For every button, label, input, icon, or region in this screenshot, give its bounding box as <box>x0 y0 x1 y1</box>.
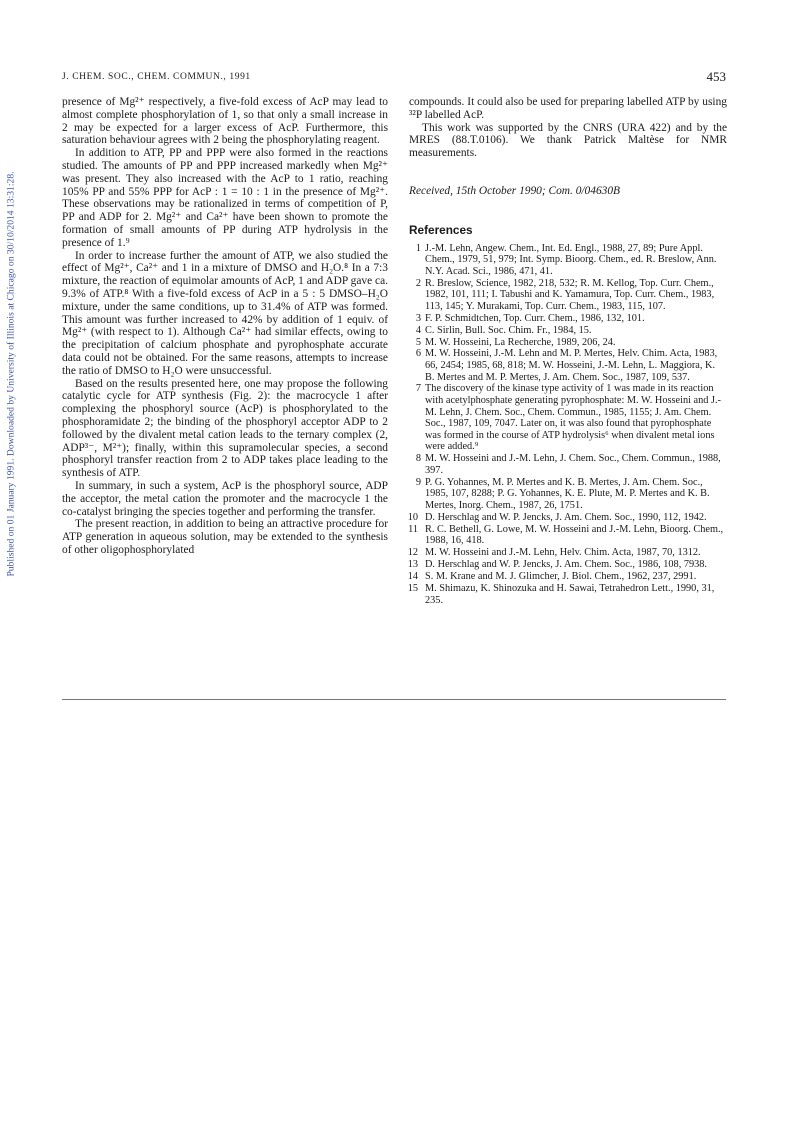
reference-item <box>409 571 727 583</box>
reference-number: 4 <box>415 324 421 336</box>
references-heading: References <box>409 222 473 237</box>
reference-number: 7 <box>415 383 421 395</box>
reference-number: 2 <box>415 277 421 289</box>
reference-item <box>409 453 727 476</box>
paragraph: In order to increase further the amount of ATP, we also studied the effect of Mg²⁺, Ca²⁺ and 1 in a mixture of DMSO and H₂O.⁸ In a 7:3 mixture, the reaction of equimolar amounts of AcP, 1 and ADP gave ca. 9.3% of ATP.⁸ With a five-fold excess of AcP in a 5 : 5 DMSO–H₂O mixture, under the same conditions, up to 31.4% of ATP was formed. This amount was further increased to 42% by addition of 1 equiv. of Mg²⁺ (with respect to 1). Although Ca²⁺ had similar effects, owing to the precipitation of calcium phosphate and pyrophosphate accurate data could not be obtained. For the same reasons, attempts to increase the ratio of DMSO to H₂O were unsuccessful. <box>62 249 388 377</box>
reference-text: M. Shimazu, K. Shinozuka and H. Sawai, Tetrahedron Lett., 1990, 31, 235. <box>425 582 715 606</box>
reference-number: 3 <box>415 312 421 324</box>
reference-number: 5 <box>415 336 421 348</box>
reference-text: M. W. Hosseini, La Recherche, 1989, 206, 24. <box>425 336 616 348</box>
reference-item <box>409 559 727 571</box>
reference-number: 1 <box>415 242 421 254</box>
paragraph: In summary, in such a system, AcP is the phosphoryl source, ADP the acceptor, the metal cation the promoter and the macrocycle 1 the co-catalyst bringing the species together and performing the transfer. <box>62 479 388 518</box>
reference-text: D. Herschlag and W. P. Jencks, J. Am. Chem. Soc., 1990, 112, 1942. <box>425 511 707 523</box>
reference-text: S. M. Krane and M. J. Glimcher, J. Biol. Chem., 1962, 237, 2991. <box>425 571 697 583</box>
reference-text: P. G. Yohannes, M. P. Mertes and K. B. Mertes, J. Am. Chem. Soc., 1985, 107, 8288; P. G. Yohannes, K. E. Plute, M. P. Mertes and K. B. Mertes, Inorg. Chem., 1987, 26, 1751. <box>425 476 710 512</box>
reference-text: M. W. Hosseini and J.-M. Lehn, Helv. Chim. Acta, 1987, 70, 1312. <box>425 547 701 559</box>
reference-item <box>409 547 727 559</box>
reference-item <box>409 278 727 313</box>
reference-number: 6 <box>415 348 421 360</box>
reference-text: M. W. Hosseini and J.-M. Lehn, J. Chem. Soc., Chem. Commun., 1988, 397. <box>425 453 721 476</box>
received-date: Received, 15th October 1990; Com. 0/04630B <box>409 184 620 197</box>
reference-list <box>409 243 727 607</box>
reference-number: 14 <box>407 571 418 583</box>
reference-item <box>409 348 727 383</box>
reference-item <box>409 337 727 349</box>
reference-text: C. Sirlin, Bull. Soc. Chim. Fr., 1984, 15. <box>425 324 592 336</box>
reference-text: R. Breslow, Science, 1982, 218, 532; R. M. Kellog, Top. Curr. Chem., 1982, 101, 111; I. Tabushi and K. Yamamura, Top. Curr. Chem., 1983, 113, 145; Y. Murakami, Top. Curr. Chem., 1983, 115, 107. <box>425 277 715 312</box>
paragraph: In addition to ATP, PP and PPP were also formed in the reactions studied. The amounts of PP and PPP increased markedly when Mg²⁺ was present. They also increased with the AcP to 1 ratio, reaching 105% PP and 55% PPP for AcP : 1 = 10 : 1 in the presence of Mg²⁺. These observations may be rationalized in terms of competition of P, PP and ADP for 2. Mg²⁺ and Ca²⁺ have been shown to promote the formation of small amounts of PP during ATP hydrolysis in the presence of 1.⁹ <box>62 147 388 249</box>
reference-number: 11 <box>408 523 418 535</box>
reference-text: D. Herschlag and W. P. Jencks, J. Am. Chem. Soc., 1986, 108, 7938. <box>425 559 708 571</box>
download-watermark <box>0 0 22 700</box>
reference-item <box>409 512 727 524</box>
reference-number: 8 <box>415 453 421 465</box>
reference-number: 15 <box>407 582 418 594</box>
running-head: J. CHEM. SOC., CHEM. COMMUN., 1991 <box>62 72 251 82</box>
paragraph: Based on the results presented here, one may propose the following catalytic cycle for ATP synthesis (Fig. 2): the macrocycle 1 after complexing the phosphoryl source (AcP) is phosphorylated to the phosphoramidate 2; the binding of the phosphoryl acceptor ADP to 2 followed by the divalent metal cation leads to the ternary complex (2, ADP³⁻, M²⁺); finally, within this supramolecular species, a second phosphoryl transfer reaction from 2 to ADP takes place leading to the synthesis of ATP. <box>62 377 388 480</box>
reference-item <box>409 313 727 325</box>
reference-item <box>409 383 727 453</box>
reference-number: 12 <box>407 547 418 559</box>
page-number: 453 <box>706 69 726 84</box>
right-column <box>409 96 727 606</box>
reference-number: 9 <box>415 476 421 488</box>
reference-text: F. P. Schmidtchen, Top. Curr. Chem., 1986, 132, 101. <box>425 312 645 324</box>
reference-item <box>409 477 727 512</box>
paragraph: compounds. It could also be used for preparing labelled ATP by using ³²P labelled AcP. <box>409 96 727 121</box>
footer-rule <box>62 699 726 700</box>
reference-item <box>409 325 727 337</box>
paragraph: The present reaction, in addition to being an attractive procedure for ATP generation in aqueous solution, may be extended to the synthesis of other oligophosphorylated <box>62 518 388 556</box>
reference-item <box>409 243 727 278</box>
reference-text: R. C. Bethell, G. Lowe, M. W. Hosseini and J.-M. Lehn, Bioorg. Chem., 1988, 16, 418. <box>425 523 724 547</box>
reference-item <box>409 524 727 547</box>
reference-item <box>409 583 727 606</box>
reference-text: The discovery of the kinase type activity of 1 was made in its reaction with acetylphosphate generating pyrophosphate: M. W. Hosseini and J.-M. Lehn, J. Chem. Soc., Chem. Commun., 1985, 1155; J. Am. Chem. Soc., 1987, 109, 7047. Later on, it was also found that pyrophosphate was formed in the course of ATP hydrolysis⁶ when divalent metal ions were added.⁹ <box>425 383 721 453</box>
left-column <box>62 96 388 557</box>
reference-number: 10 <box>407 511 418 523</box>
paragraph: presence of Mg²⁺ respectively, a five-fold excess of AcP may lead to almost complete phosphorylation of 1, so that only a small increase in 2 may be expected for a larger excess of AcP. Furthermore, this saturation behaviour agrees with 2 being the phosphorylating reagent. <box>62 96 388 147</box>
acknowledgement: This work was supported by the CNRS (URA 422) and by the MRES (88.T.0106). We thank Patrick Maltèse for NMR measurements. <box>409 121 727 160</box>
download-watermark-text: Published on 01 January 1991. Downloaded by University of Illinois at Chicago on 30/10/2014 13:31:28. <box>5 171 17 577</box>
reference-text: J.-M. Lehn, Angew. Chem., Int. Ed. Engl., 1988, 27, 89; Pure Appl. Chem., 1979, 51, 979; Int. Symp. Bioorg. Chem., ed. R. Breslow, Ann. N.Y. Acad. Sci., 1986, 471, 41. <box>425 242 717 277</box>
reference-number: 13 <box>407 559 418 571</box>
reference-text: M. W. Hosseini, J.-M. Lehn and M. P. Mertes, Helv. Chim. Acta, 1983, 66, 2454; 1985, 68, 818; M. W. Hosseini, J.-M. Lehn, L. Maggiora, K. B. Mertes and M. P. Mertes, J. Am. Chem. Soc., 1987, 109, 537. <box>425 348 718 383</box>
